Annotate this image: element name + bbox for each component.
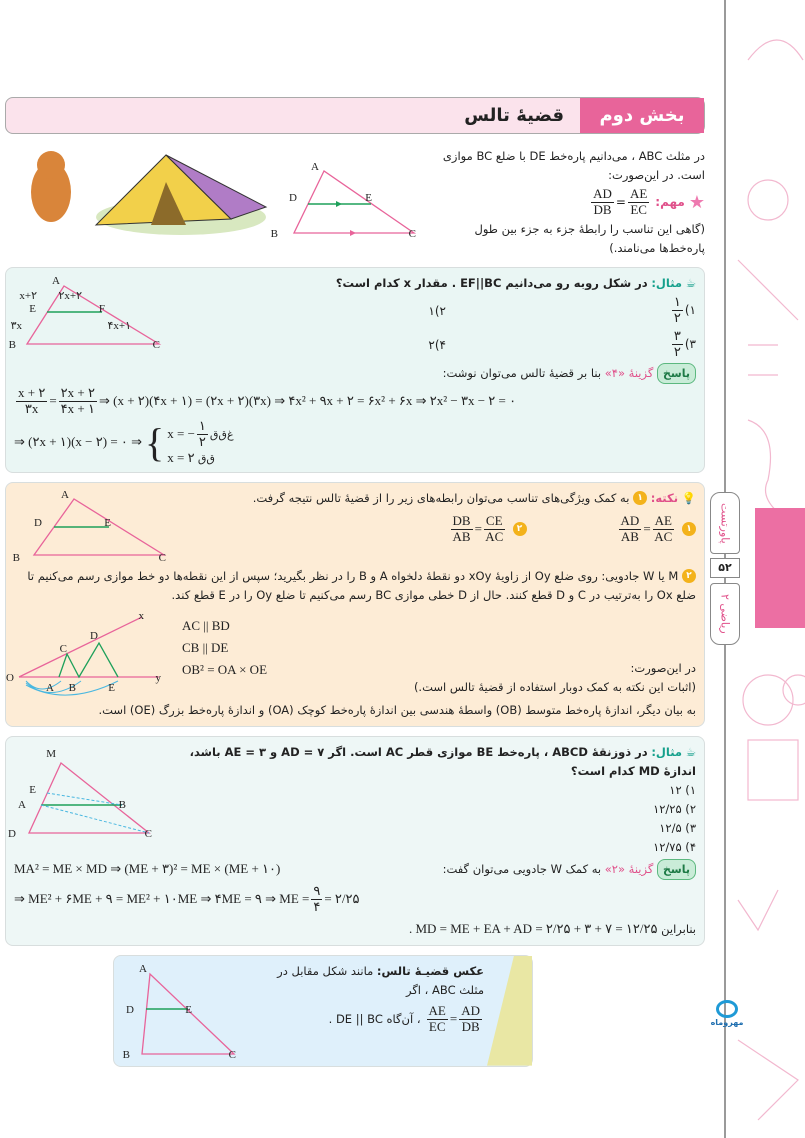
- main-column: [5, 97, 705, 1067]
- star-icon: ★: [688, 191, 705, 213]
- note-summary: به بیان دیگر، اندازهٔ پاره‌خط متوسط (OB) واسطهٔ هندسی بین اندازهٔ پاره‌خط کوچک (OA) و اندازهٔ پاره‌خط بزرگ (OE) است.: [98, 702, 696, 717]
- svg-text:y: y: [155, 671, 161, 684]
- important-formula: ★ مهم: $\frac{AD}{DB}$ = $\frac{AE}{EC}$: [593, 186, 705, 217]
- svg-text:۲x+۲: ۲x+۲: [58, 289, 82, 302]
- tea-cup-icon: ☕: [685, 275, 696, 290]
- svg-text:C: C: [152, 338, 160, 351]
- svg-text:۴x+۱: ۴x+۱: [107, 319, 131, 332]
- example2-option-1[interactable]: ۱) ۱۲: [669, 782, 696, 797]
- triangle-figure: [270, 161, 434, 243]
- example1-question: ☕ مثال: در شکل روبه رو می‌دانیم EF||BC . مقدار x کدام است؟: [335, 275, 696, 290]
- svg-text:D: D: [289, 192, 297, 204]
- intro-text: در مثلث ABC ، می‌دانیم پاره‌خط DE با ضلع BC موازی است. در این‌صورت:: [442, 149, 705, 182]
- example2-option-4[interactable]: ۴) ۱۲/۷۵: [653, 839, 696, 854]
- chapter-tab: [755, 508, 805, 628]
- svg-text:A: A: [139, 962, 147, 975]
- decor-stripe: [487, 956, 532, 1066]
- svg-text:F: F: [98, 302, 105, 315]
- converse-line-2: $\frac{AE}{EC}$ = $\frac{AD}{DB}$ ، آن‌گاه DE || BC .: [328, 1002, 480, 1034]
- section-header: [5, 97, 705, 134]
- butterfly-icon: [716, 1000, 738, 1018]
- svg-text:A: A: [52, 274, 60, 287]
- converse-triangle: [122, 962, 252, 1060]
- note-proof: (اثبات این نکته به کمک دوبار استفاده از قضیهٔ تالس است.): [413, 679, 696, 694]
- svg-text:C: C: [144, 827, 152, 840]
- example1-option-4[interactable]: ۴)۲: [428, 337, 446, 352]
- svg-text:x+۲: x+۲: [19, 289, 37, 302]
- note-triangle: [14, 489, 174, 563]
- section-label: بخش دوم: [580, 98, 704, 133]
- note-relation-1: ۱ $\frac{AD}{AB}$ = $\frac{AE}{AC}$: [617, 514, 696, 545]
- publisher-logo: مهروماه: [710, 1000, 744, 1027]
- page-number: ۵۲: [710, 558, 740, 578]
- note-intro: 💡 نکته: ١ به کمک ویژگی‌های تناسب می‌توان رابطه‌های زیر را از قضیهٔ تالس نتیجه گرفت.: [252, 490, 696, 505]
- trapezoid-figure: [8, 743, 174, 840]
- example1-option-3[interactable]: ۳) $\frac{۳}{۲}$: [673, 327, 696, 359]
- svg-text:D: D: [90, 629, 98, 642]
- example1-option-2[interactable]: ۲)۱: [428, 303, 446, 318]
- tab-book-title: پاورتست: [710, 492, 740, 554]
- svg-text:D: D: [8, 827, 16, 840]
- svg-text:B: B: [122, 1048, 130, 1061]
- svg-text:A: A: [18, 798, 26, 811]
- example2-option-2[interactable]: ۲) ۱۲/۲۵: [653, 801, 696, 816]
- relation-ob-squared: OB² = OA × OE: [182, 661, 268, 677]
- svg-text:E: E: [185, 1003, 192, 1016]
- svg-text:O: O: [6, 671, 14, 684]
- svg-text:C: C: [158, 551, 166, 564]
- note-box: [5, 482, 705, 727]
- example2-answer-row: [14, 859, 696, 880]
- magic-w-figure: [6, 609, 174, 701]
- intro-text-block: [440, 147, 705, 258]
- svg-text:A: A: [311, 161, 319, 173]
- example2-answer-intro: پاسخ گزینهٔ «۲» به کمک W جادویی می‌توان گفت:: [443, 859, 696, 880]
- example2-final: بنابراین MD = ME + EA + AD = ۲/۲۵ + ۳ + ۷ = ۱۲/۲۵ .: [408, 920, 696, 936]
- example2-equation-1: MA² = ME × MD ⇒ (ME + ۳)² = ME × (ME + ۱۰): [14, 861, 281, 877]
- intro-section: [5, 147, 705, 258]
- note-relations-block: [182, 615, 267, 681]
- example1-option-1[interactable]: ۱) $\frac{۱}{۲}$: [673, 293, 696, 325]
- note-then: در این‌صورت:: [630, 660, 696, 675]
- converse-line-1: عکس قضیـهٔ تالس: مانند شکل مقابل در مثلث ABC ، اگر: [277, 963, 484, 997]
- svg-text:A: A: [61, 488, 69, 501]
- example1-equation-1: $\frac{x + ۲}{۳x}$ = $\frac{۲x + ۲}{۴x + ۱}$ ⇒ (x + ۲)(۴x + ۱) = (۲x + ۲)(۳x) ⇒ ۴x² + ۹x + ۲ = ۶x² + ۶x ⇒ ۲x² − ۳x − ۲ = ۰: [18, 384, 517, 416]
- svg-text:E: E: [365, 192, 372, 204]
- note-relations: [182, 514, 696, 545]
- svg-text:B: B: [12, 551, 20, 564]
- example-box-2: [5, 736, 705, 946]
- example2-option-3[interactable]: ۳) ۱۲/۵: [659, 820, 696, 835]
- svg-text:E: E: [108, 681, 115, 694]
- svg-text:E: E: [104, 516, 111, 529]
- page-title: قضیهٔ تالس: [464, 105, 564, 126]
- svg-text:C: C: [228, 1048, 236, 1061]
- svg-text:C: C: [59, 642, 67, 655]
- svg-text:B: B: [118, 798, 126, 811]
- example1-equation-2: ⇒ (۲x + ۱)(x − ۲) = ۰ ⇒ { x = − $\frac{۱}{۲}$ غ‌ق‌ق x = ۲ ق‌ق: [14, 417, 234, 465]
- svg-text:B: B: [270, 228, 278, 240]
- lightbulb-icon: 💡: [681, 490, 696, 505]
- note-relation-2: ۲ $\frac{DB}{AB}$ = $\frac{CE}{AC}$: [449, 514, 527, 545]
- example1-answer-intro: پاسخ گزینهٔ «۴» بنا بر قضیهٔ تالس می‌توان نوشت:: [14, 363, 696, 384]
- example1-triangle: [8, 274, 174, 354]
- svg-text:E: E: [29, 302, 36, 315]
- example-box-1: [5, 267, 705, 473]
- tea-cup-icon: ☕: [685, 744, 696, 759]
- svg-text:M: M: [46, 747, 56, 760]
- svg-text:B: B: [8, 338, 16, 351]
- note-point-2: ۲ M یا W جادویی: روی ضلع Oy از زاویهٔ xOy دو نقطهٔ دلخواه A و B را در نظر بگیرید؛ سپس از این نقطه‌ها دو خط موازی رسم می‌کنیم تا ضلع Ox را به‌ترتیب در C و D قطع کنند. حال از D خطی موازی BC رسم می‌کنیم تا ضلع Oy را در E قطع کند.: [27, 568, 696, 602]
- svg-text:B: B: [68, 681, 76, 694]
- converse-box: [113, 955, 533, 1067]
- svg-text:C: C: [408, 228, 416, 240]
- svg-text:D: D: [34, 516, 42, 529]
- tab-subject: ریاضی ۲: [710, 583, 740, 645]
- svg-text:A: A: [46, 681, 54, 694]
- svg-text:E: E: [29, 783, 36, 796]
- svg-text:D: D: [126, 1003, 134, 1016]
- tent-illustration: [6, 147, 268, 239]
- intro-note: (گاهی این تناسب را رابطهٔ جزء به جزء بین طول پاره‌خط‌ها می‌نامند.): [474, 221, 705, 255]
- svg-text:x: x: [138, 609, 144, 622]
- example2-equation-2: ⇒ ME² + ۶ME + ۹ = ME² + ۱۰ME ⇒ ۴ME = ۹ ⇒ ME = $\frac{۹}{۴}$ = ۲/۲۵: [14, 882, 360, 914]
- svg-text:۳x: ۳x: [10, 319, 22, 332]
- example1-options: [182, 295, 696, 361]
- relation-ac-bd: AC || BD: [182, 617, 230, 633]
- example2-question: ☕ مثال: در ذوزنقهٔ ABCD ، پاره‌خط BE موازی قطر AC است. اگر AD = ۷ و AE = ۳ باشد، اندازهٔ MD کدام است؟: [189, 744, 696, 778]
- relation-cb-de: CB || DE: [182, 639, 229, 655]
